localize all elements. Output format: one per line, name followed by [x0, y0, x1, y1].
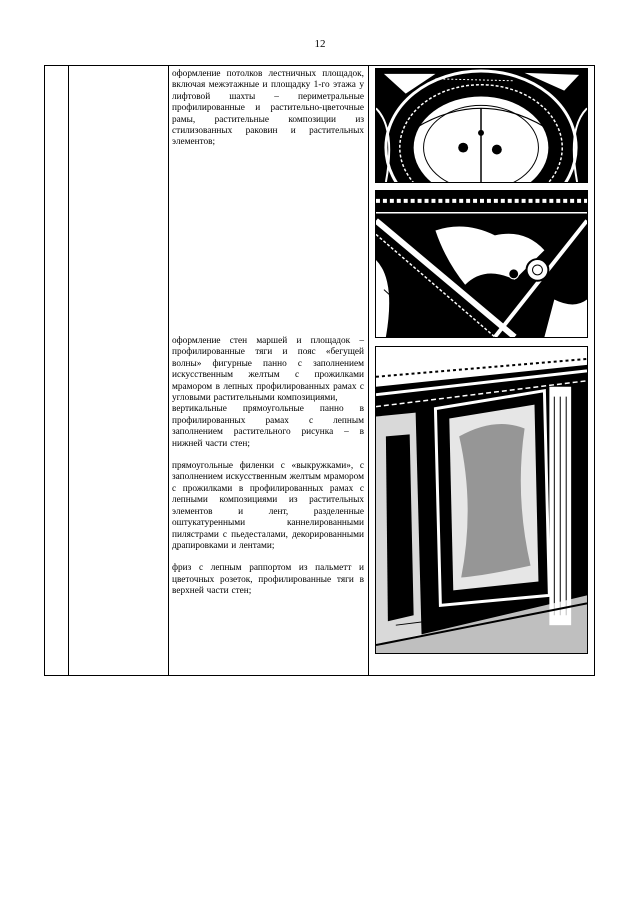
paragraph: оформление потолков лестничных площадок, включая межэтажные и площадку 1-го этажа у лифтовой шахты – периметральные профилированные и растительно-цветочные рамы, растительные композиции из стилизованных раковин и растительных элементов; — [172, 69, 364, 148]
column-divider-2 — [168, 66, 169, 675]
column-divider-1 — [68, 66, 69, 675]
paragraph: вертикальные прямоугольные панно в профилированных рамах с лепным заполнением растительного рисунка – в нижней части стен; — [172, 404, 364, 449]
ceiling-corner-photo — [375, 190, 588, 338]
column-divider-3 — [368, 66, 369, 675]
paragraph: фриз с лепным раппортом из пальметт и цветочных розеток, профилированные тяги в верхней части стен; — [172, 563, 364, 597]
ceiling-stairwell-photo — [375, 68, 588, 183]
paragraph: оформление стен маршей и площадок – профилированные тяги и пояс «бегущей волны» фигурные панно с заполнением искусственным желтым с прожилками мрамором в лепных профилированных рамах с угловыми растительными композициями, — [172, 336, 364, 404]
description-cell-walls — [172, 336, 364, 598]
page-number: 12 — [314, 38, 326, 50]
stair-wall-photo — [375, 346, 588, 654]
paragraph: прямоугольные филенки с «выкружками», с заполнением искусственным желтым мрамором с прожилками в профилированных рамах с лепными композициями из растительных элементов и лент, разделенные оштукатуренными каннелированными пилястрами с пьедесталами, декорированными драпировками и лентами; — [172, 461, 364, 551]
document-table — [44, 65, 595, 676]
description-cell-ceilings — [172, 69, 364, 149]
